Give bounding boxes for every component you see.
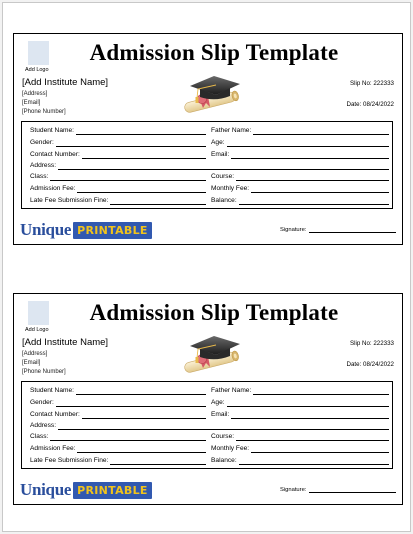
signature-field[interactable]: Signature: xyxy=(280,226,396,233)
class-field[interactable]: Class: xyxy=(30,170,206,181)
balance-field[interactable]: Balance: xyxy=(211,454,389,465)
address-line: [Address] xyxy=(22,351,48,357)
address-field[interactable]: Address: xyxy=(30,419,389,430)
form-row xyxy=(22,442,392,453)
form-row xyxy=(22,454,392,465)
form-row xyxy=(22,396,392,407)
form-row xyxy=(22,194,392,205)
contact-number-field[interactable]: Contact Number: xyxy=(30,148,206,159)
form-row xyxy=(22,170,392,181)
course-field[interactable]: Course: xyxy=(211,430,389,441)
slip-number: Slip No: 222333 xyxy=(349,80,394,87)
email-field[interactable]: Email: xyxy=(211,148,389,159)
form-row xyxy=(22,408,392,419)
student-details-form xyxy=(21,381,393,469)
course-field[interactable]: Course: xyxy=(211,170,389,181)
admission-fee-field[interactable]: Admission Fee: xyxy=(30,182,206,193)
form-row xyxy=(22,148,392,159)
slip-date: Date: 08/24/2022 xyxy=(346,361,394,368)
email-line: [Email] xyxy=(22,360,41,366)
slip-date: Date: 08/24/2022 xyxy=(346,101,394,108)
age-field[interactable]: Age: xyxy=(211,396,389,407)
monthly-fee-field[interactable]: Monthly Fee: xyxy=(211,442,389,453)
admission-fee-field[interactable]: Admission Fee: xyxy=(30,442,206,453)
admission-slip-1 xyxy=(13,33,403,245)
form-row xyxy=(22,159,392,170)
father-name-field[interactable]: Father Name: xyxy=(211,384,389,395)
gender-field[interactable]: Gender: xyxy=(30,396,206,407)
late-fee-field[interactable]: Late Fee Submission Fine: xyxy=(30,454,206,465)
logo-label: Add Logo xyxy=(25,327,49,333)
phone-line: [Phone Number] xyxy=(22,109,66,115)
unique-printable-logo: Unique PRINTABLE xyxy=(20,220,152,240)
phone-line: [Phone Number] xyxy=(22,369,66,375)
form-row xyxy=(22,430,392,441)
slip-title: Admission Slip Template xyxy=(89,40,339,65)
student-name-field[interactable]: Student Name: xyxy=(30,124,206,135)
form-row xyxy=(22,136,392,147)
slip-number: Slip No: 222333 xyxy=(349,340,394,347)
student-details-form xyxy=(21,121,393,209)
late-fee-field[interactable]: Late Fee Submission Fine: xyxy=(30,194,206,205)
gender-field[interactable]: Gender: xyxy=(30,136,206,147)
form-row xyxy=(22,182,392,193)
institute-name[interactable]: [Add Institute Name] xyxy=(22,337,109,348)
email-field[interactable]: Email: xyxy=(211,408,389,419)
institute-name[interactable]: [Add Institute Name] xyxy=(22,77,109,88)
class-field[interactable]: Class: xyxy=(30,430,206,441)
logo-label: Add Logo xyxy=(25,67,49,73)
address-field[interactable]: Address: xyxy=(30,159,389,170)
father-name-field[interactable]: Father Name: xyxy=(211,124,389,135)
contact-number-field[interactable]: Contact Number: xyxy=(30,408,206,419)
signature-field[interactable]: Signature: xyxy=(280,486,396,493)
student-name-field[interactable]: Student Name: xyxy=(30,384,206,395)
graduation-cap-diploma-icon xyxy=(178,68,244,116)
form-row xyxy=(22,419,392,430)
age-field[interactable]: Age: xyxy=(211,136,389,147)
email-line: [Email] xyxy=(22,100,41,106)
document-page xyxy=(2,2,411,532)
graduation-cap-diploma-icon xyxy=(178,328,244,376)
monthly-fee-field[interactable]: Monthly Fee: xyxy=(211,182,389,193)
address-line: [Address] xyxy=(22,91,48,97)
balance-field[interactable]: Balance: xyxy=(211,194,389,205)
slip-title: Admission Slip Template xyxy=(89,300,339,325)
form-row xyxy=(22,384,392,395)
admission-slip-2 xyxy=(13,293,403,505)
unique-printable-logo: Unique PRINTABLE xyxy=(20,480,152,500)
form-row xyxy=(22,124,392,135)
